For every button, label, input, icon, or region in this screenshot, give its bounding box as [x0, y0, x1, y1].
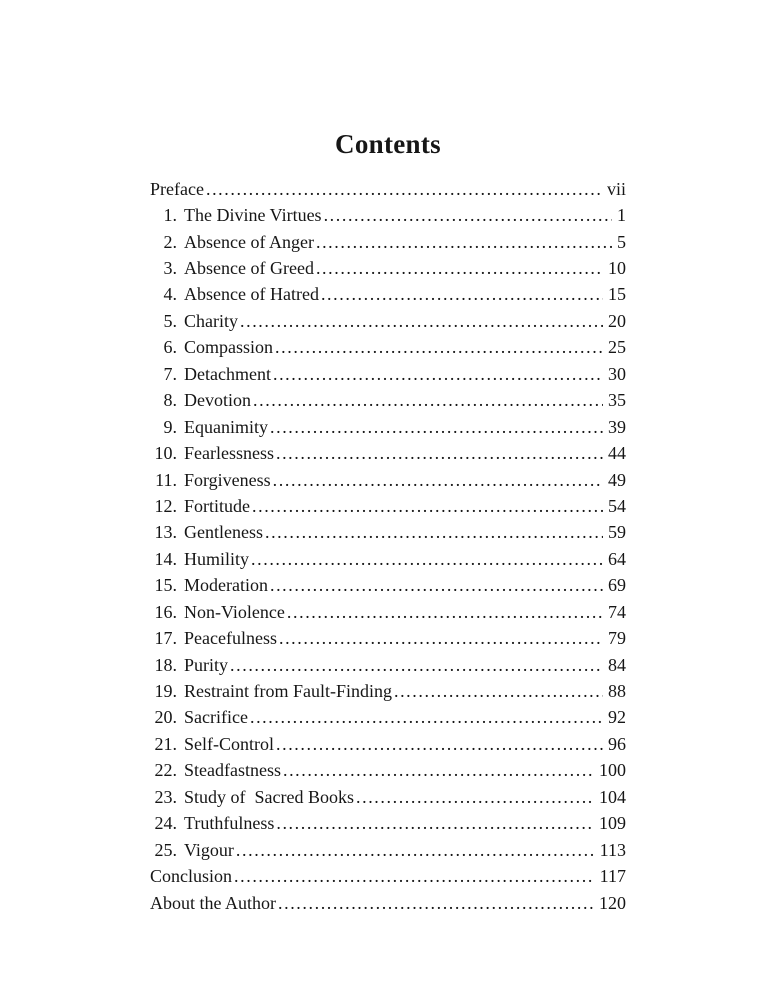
- toc-leader-dots: [319, 281, 603, 307]
- toc-entry-title: Forgiveness: [184, 469, 271, 490]
- toc-entry-number: 11.: [155, 469, 177, 490]
- toc-entry: [150, 334, 626, 360]
- toc-entry-page: 15: [608, 284, 626, 305]
- toc-entry-number: 9.: [163, 416, 177, 437]
- toc-entry-number: 21.: [154, 733, 177, 754]
- toc-entry-number: 10.: [154, 443, 177, 464]
- toc-entry-title: Gentleness: [184, 522, 263, 543]
- toc-entry-title: Compassion: [184, 337, 274, 358]
- toc-entry-page: 59: [608, 522, 626, 543]
- toc-entry-title: Non-Violence: [184, 601, 285, 622]
- toc-entry-page: 120: [599, 892, 626, 913]
- toc-entry-page: 117: [599, 866, 626, 887]
- toc-entry-page: 39: [608, 416, 626, 437]
- toc-entry-page: 104: [599, 786, 626, 807]
- toc-entry-page: 113: [599, 839, 626, 860]
- toc-entry-page: 88: [608, 681, 626, 701]
- toc-entry: [150, 202, 626, 228]
- toc-entry-title: Equanimity: [184, 416, 268, 437]
- toc-entry-title: Vigour: [184, 839, 234, 860]
- toc-entry: [150, 837, 626, 863]
- toc-entry: [150, 810, 626, 836]
- toc-entry-title: Humility: [184, 548, 250, 569]
- toc-leader-dots: [314, 229, 612, 255]
- toc-entry-page: 30: [608, 363, 626, 384]
- toc-entry: [150, 784, 626, 810]
- toc-entry-page: 109: [599, 813, 626, 834]
- toc-entry-page: 64: [608, 548, 626, 569]
- toc-entry-number: 12.: [154, 495, 177, 516]
- toc-entry-title: Sacrifice: [184, 707, 248, 728]
- book-page: [150, 130, 626, 916]
- toc-leader-dots: [268, 414, 603, 440]
- toc-leader-dots: [285, 599, 603, 625]
- toc-entry-page: 100: [599, 760, 626, 781]
- toc-entry: [150, 546, 626, 572]
- toc-entry-number: 5.: [163, 310, 177, 331]
- toc-entry-number: 25.: [154, 839, 177, 860]
- toc-entry: [150, 757, 626, 783]
- toc-entry-title: Restraint from Fault-Finding: [184, 681, 392, 701]
- toc-entry-number: 23.: [154, 786, 177, 807]
- toc-entry: [150, 599, 626, 625]
- toc-entry: [150, 493, 626, 519]
- toc-entry: [150, 572, 626, 598]
- toc-entry-page: 5: [617, 231, 626, 252]
- toc-entry: [150, 361, 626, 387]
- toc-leader-dots: [271, 361, 603, 387]
- toc-entry-title: Self-Control: [184, 733, 274, 754]
- toc-entry: [150, 678, 626, 704]
- toc-leader-dots: [322, 202, 612, 228]
- toc-entry: [150, 731, 626, 757]
- toc-entry-number: 3.: [163, 258, 177, 278]
- toc-entry: [150, 890, 626, 916]
- toc-entry-page: 25: [608, 337, 626, 358]
- toc-entry-page: 74: [608, 601, 626, 622]
- toc-entry-number: 22.: [154, 760, 177, 781]
- toc-entry-title: Charity: [184, 310, 238, 331]
- toc-entry-number: 24.: [154, 813, 177, 834]
- toc-leader-dots: [268, 572, 603, 598]
- toc-leader-dots: [276, 890, 594, 916]
- toc-leader-dots: [232, 863, 595, 889]
- toc-entry-number: 6.: [163, 337, 177, 358]
- toc-entry-title: Purity: [184, 654, 229, 675]
- toc-leader-dots: [234, 837, 595, 863]
- toc-entry-page: 54: [608, 495, 626, 516]
- toc-leader-dots: [392, 678, 603, 704]
- toc-entry-title: Absence of Anger: [184, 231, 314, 252]
- toc-entry: [150, 308, 626, 334]
- toc-entry: [150, 652, 626, 678]
- toc-entry-number: 13.: [154, 522, 177, 543]
- toc-entry-title: Moderation: [184, 575, 268, 596]
- toc-entry-title: Devotion: [184, 390, 251, 411]
- toc-entry: [150, 863, 626, 889]
- toc-entry-title: Fearlessness: [184, 443, 274, 464]
- toc-entry-page: 79: [608, 628, 626, 649]
- toc-entry-number: 19.: [154, 681, 177, 701]
- toc-entry: [150, 467, 626, 493]
- toc-entry: [150, 255, 626, 281]
- page-title: Contents: [335, 129, 441, 159]
- toc-entry-title: About the Author: [150, 892, 276, 913]
- toc-entry-page: 69: [608, 575, 626, 596]
- toc-entry-title: Truthfulness: [184, 813, 275, 834]
- toc-entry-number: 15.: [154, 575, 177, 596]
- toc-entry-page: 20: [608, 310, 626, 331]
- toc-entry-title: Preface: [150, 178, 204, 199]
- toc-entry-page: 10: [608, 258, 626, 278]
- toc-leader-dots: [238, 308, 603, 334]
- toc-entry-number: 16.: [154, 601, 177, 622]
- toc-leader-dots: [250, 493, 603, 519]
- toc-entry: [150, 176, 626, 202]
- toc-entry: [150, 229, 626, 255]
- toc-entry-page: vii: [606, 178, 626, 199]
- toc-entry-title: Absence of Greed: [184, 258, 314, 278]
- toc-leader-dots: [314, 255, 603, 281]
- toc-leader-dots: [271, 467, 603, 493]
- toc-entry-page: 35: [608, 390, 626, 411]
- toc-entry-page: 49: [608, 469, 626, 490]
- toc-entry-title: The Divine Virtues: [184, 205, 322, 226]
- toc-leader-dots: [249, 546, 603, 572]
- toc-entry-number: 4.: [163, 284, 177, 305]
- toc-entry-number: 18.: [154, 654, 177, 675]
- toc-entry-number: 17.: [154, 628, 177, 649]
- toc-leader-dots: [354, 784, 594, 810]
- toc-entry: [150, 440, 626, 466]
- toc-leader-dots: [281, 757, 594, 783]
- toc-leader-dots: [228, 652, 603, 678]
- toc-entry: [150, 281, 626, 307]
- toc-entry-page: 84: [608, 654, 626, 675]
- toc-entry-page: 44: [608, 443, 626, 464]
- toc-leader-dots: [274, 810, 594, 836]
- toc-leader-dots: [263, 519, 603, 545]
- toc-entry: [150, 625, 626, 651]
- toc-entry: [150, 704, 626, 730]
- toc-leader-dots: [251, 387, 603, 413]
- toc-leader-dots: [277, 625, 603, 651]
- toc-entry-page: 92: [608, 707, 626, 728]
- toc-entry-number: 8.: [163, 390, 177, 411]
- toc-entry-title: Study of Sacred Books: [184, 786, 354, 807]
- toc-list: [150, 176, 626, 916]
- toc-leader-dots: [204, 176, 602, 202]
- toc-entry-page: 96: [608, 733, 626, 754]
- toc-entry-number: 20.: [154, 707, 177, 728]
- toc-entry-title: Conclusion: [150, 866, 233, 887]
- toc-entry-page: 1: [617, 205, 626, 226]
- toc-entry-title: Peacefulness: [184, 628, 277, 649]
- toc-leader-dots: [274, 440, 603, 466]
- toc-entry-title: Absence of Hatred: [184, 284, 319, 305]
- toc-entry-title: Fortitude: [184, 495, 250, 516]
- toc-entry-number: 7.: [163, 363, 177, 384]
- toc-entry-number: 2.: [163, 231, 177, 252]
- toc-leader-dots: [248, 704, 603, 730]
- toc-leader-dots: [273, 334, 603, 360]
- toc-entry-number: 1.: [163, 205, 177, 226]
- toc-leader-dots: [274, 731, 603, 757]
- toc-entry-title: Detachment: [184, 363, 271, 384]
- toc-entry: [150, 414, 626, 440]
- toc-entry: [150, 519, 626, 545]
- toc-entry: [150, 387, 626, 413]
- toc-entry-number: 14.: [154, 548, 177, 569]
- toc-entry-title: Steadfastness: [184, 760, 281, 781]
